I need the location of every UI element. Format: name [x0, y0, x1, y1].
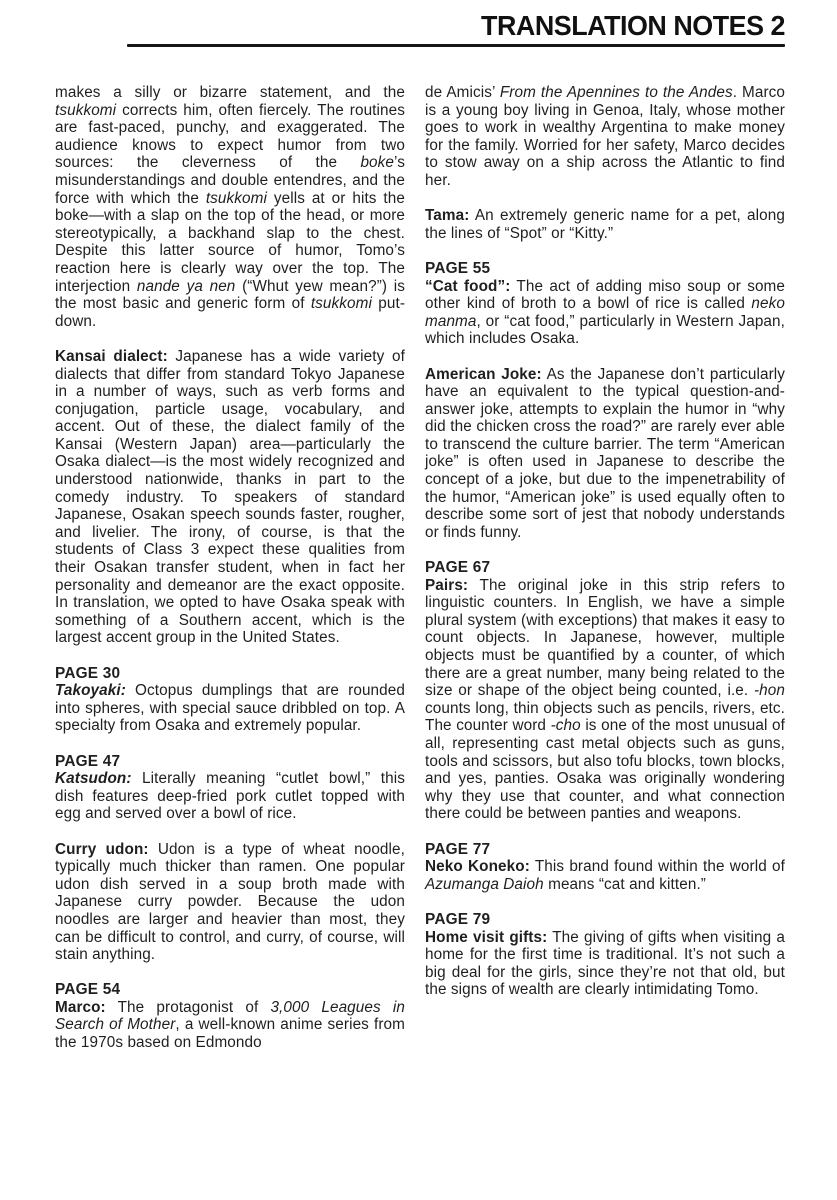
- page-heading: PAGE 55: [425, 259, 491, 277]
- note-text: means “cat and kitten.”: [543, 875, 706, 893]
- note-text: tsukkomi: [205, 189, 267, 207]
- page-heading: PAGE 79: [425, 910, 491, 928]
- note-paragraph: [425, 577, 785, 823]
- page-title: TRANSLATION NOTES 2: [481, 10, 785, 41]
- page-heading: PAGE 30: [55, 664, 121, 682]
- note-text: -cho: [550, 717, 581, 735]
- note-paragraph: [55, 84, 405, 330]
- note-text: put-down.: [55, 295, 406, 330]
- note-paragraph: [55, 348, 405, 647]
- note-term: Takoyaki:: [55, 682, 126, 700]
- note-term: Tama:: [425, 207, 470, 225]
- note-term: Katsudon:: [55, 770, 132, 788]
- note-text: counts long, thin objects such as pencils, rivers, etc. The counter word: [425, 699, 785, 735]
- note-text: , a well-known anime series from the 1970s based on Edmondo: [55, 1016, 405, 1052]
- note-paragraph: [425, 278, 785, 348]
- note-term: Pairs:: [425, 576, 469, 594]
- note-paragraph: [425, 858, 785, 893]
- note-text: . Marco is a young boy living in Genoa, Italy, whose mother goes to work in wealthy Argentina to make money for the family. Worried for her safety, Marco decides to stow away on a ship across the Atlantic to find her.: [425, 84, 786, 189]
- note-text: is one of the most unusual of all, representing cast metal objects such as guns, tools and scissors, but also tofu blocks, town blocks, and yes, panties. Osaka was originally wondering why they use that counter, and what connection there could be between panties and weapons.: [425, 717, 785, 823]
- page-heading: PAGE 77: [425, 840, 491, 858]
- note-text: boke: [360, 154, 395, 172]
- note-text: The giving of gifts when visiting a home for the first time is traditional. It’s not such a big deal for the girls, since they’re not that old, but the signs of wealth are clearly intimidating Tomo.: [425, 928, 785, 999]
- note-paragraph: [425, 84, 785, 190]
- note-text: From the Apennines to the Andes: [499, 84, 733, 101]
- note-text: yells at or hits the boke—with a slap on the top of the head, or more stereotypically, a backhand slap to the chest. Despite this latter source of humor, Tomo’s reaction here is clearly way over the top. The interjection: [55, 189, 405, 295]
- page-header: [55, 12, 785, 47]
- note-term: Home visit gifts:: [425, 928, 548, 946]
- page-heading: PAGE 47: [55, 752, 121, 770]
- note-text: An extremely generic name for a pet, along the lines of “Spot” or “Kitty.”: [425, 207, 785, 242]
- note-paragraph: [55, 682, 405, 735]
- note-paragraph: [55, 770, 405, 823]
- note-text: 3,000 Leagues in Search of Mother: [55, 998, 405, 1034]
- header-rule: [127, 44, 785, 47]
- note-text: This brand found within the world of: [529, 858, 785, 876]
- note-text: corrects him, often fiercely. The routines are fast-paced, punchy, and exaggerated. The audience knows to expect humor from two sources: the cleverness of the: [55, 101, 405, 172]
- page-heading: PAGE 54: [55, 981, 121, 999]
- note-text: tsukkomi: [55, 101, 117, 119]
- note-text: ’s misunderstandings and double entendres, and the force with which the: [55, 154, 405, 207]
- note-paragraph: [55, 841, 405, 964]
- note-text: As the Japanese don’t particularly have an equivalent to the typical question-and-answer joke, attempts to explain the humor in “why did the chicken cross the road?” are rarely ever able to transcend the culture barrier. The term “American joke” is often used in Japanese to describe the concept of a joke, but due to the impenetrability of the humor, “American joke” is used equally often to describe some sort of jest that nobody understands or finds funny.: [425, 365, 786, 541]
- note-text: Udon is a type of wheat noodle, typically much thicker than ramen. One popular udon dish served in a soup broth made with Japanese curry powder. Because the udon noodles are larger and heavier than most, they can be difficult to control, and curry, of course, will stain anything.: [55, 840, 405, 964]
- note-text: , or “cat food,” particularly in Western Japan, which includes Osaka.: [425, 312, 785, 348]
- note-text: tsukkomi: [310, 295, 372, 313]
- note-text: nande ya nen: [136, 277, 236, 295]
- note-text: The original joke in this strip refers to linguistic counters. In English, we have a simple plural system (with exceptions) that makes it easy to count objects. In Japanese, however, multiple objects must be quantified by a counter, of which there are a great number, many being related to the size or shape of the object being counted, i.e.: [425, 576, 785, 700]
- note-text: de Amicis’: [425, 84, 500, 101]
- note-text: -hon: [753, 682, 785, 700]
- note-text: Azumanga Daioh: [425, 875, 544, 893]
- note-text: The protagonist of: [105, 998, 271, 1016]
- page-heading: PAGE 67: [425, 559, 491, 577]
- note-text: Literally meaning “cutlet bowl,” this dish features deep-fried pork cutlet topped with egg and served over a bowl of rice.: [55, 770, 405, 823]
- note-text: neko manma: [425, 295, 785, 330]
- note-term: “Cat food”:: [425, 277, 511, 295]
- note-paragraph: [425, 366, 785, 542]
- note-paragraph: [425, 207, 785, 242]
- note-term: Marco:: [55, 998, 106, 1016]
- note-term: American Joke:: [425, 365, 542, 383]
- note-text: The act of adding miso soup or some other kind of broth to a bowl of rice is called: [425, 277, 785, 313]
- notes-columns: [55, 84, 785, 1069]
- note-paragraph: [425, 929, 785, 999]
- note-term: Curry udon:: [55, 840, 149, 858]
- left-column: [55, 84, 405, 1069]
- note-term: Neko Koneko:: [425, 858, 530, 876]
- note-text: Octopus dumplings that are rounded into spheres, with special sauce dribbled on top. A specialty from Osaka and extremely popular.: [55, 682, 405, 735]
- note-term: Kansai dialect:: [55, 347, 168, 365]
- note-text: makes a silly or bizarre statement, and the: [55, 84, 405, 101]
- right-column: [425, 84, 785, 1069]
- note-paragraph: [55, 999, 405, 1052]
- note-text: (“Whut yew mean?”) is the most basic and generic form of: [55, 277, 405, 313]
- note-text: Japanese has a wide variety of dialects that differ from standard Tokyo Japanese in a number of ways, such as verb forms and conjugation, particle usage, vocabulary, and accent. Out of these, the dialect family of the Kansai (Western Japan) area—particularly the Osaka dialect—is the most widely recognized and understood nationwide, thanks in part to the comedy industry. To speakers of standard Japanese, Osakan speech sounds faster, rougher, and livelier. The irony, of course, is that the students of Class 3 expect these qualities from their Osakan transfer student, when in fact her personality and demeanor are the exact opposite. In translation, we opted to have Osaka speak with something of a Southern accent, which is the largest accent group in the United States.: [55, 347, 405, 647]
